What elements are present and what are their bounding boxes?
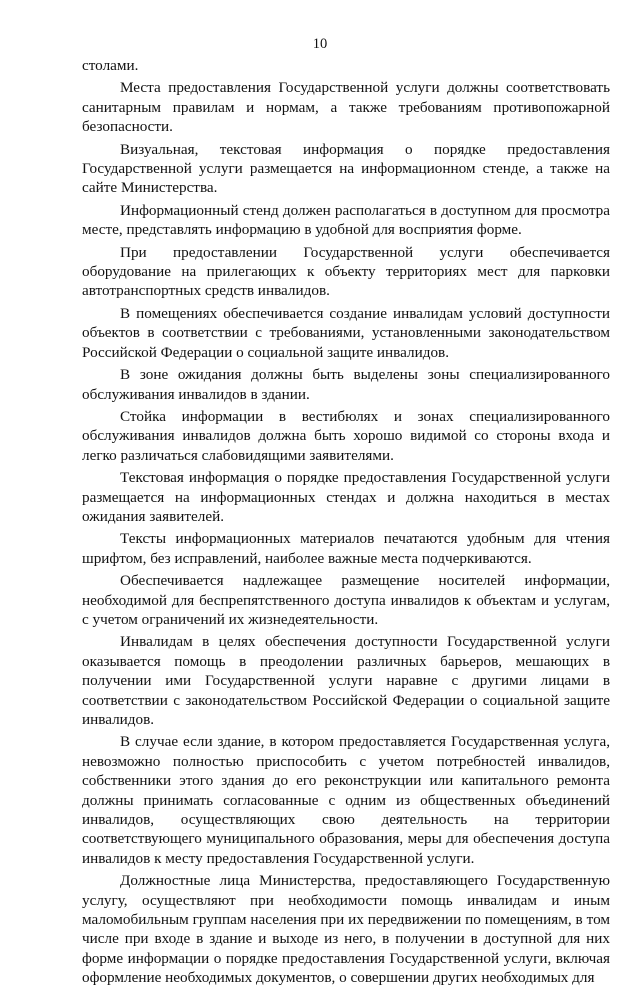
- paragraph: В зоне ожидания должны быть выделены зоны специализированного обслуживания инвалидов в здании.: [82, 366, 610, 403]
- paragraph: Текстовая информация о порядке предоставления Государственной услуги размещается на информационных стендах и должна находиться в местах ожидания заявителей.: [82, 469, 610, 525]
- paragraph: Визуальная, текстовая информация о порядке предоставления Государственной услуги размещается на информационном стенде, а также на сайте Министерства.: [82, 140, 610, 197]
- paragraph: Обеспечивается надлежащее размещение носителей информации, необходимой для беспрепятственного доступа инвалидов к объектам и услугам, с учетом ограничений их жизнедеятельности.: [82, 572, 610, 628]
- paragraph: В помещениях обеспечивается создание инвалидам условий доступности объектов в соответствии с требованиями, установленными законодательством Российской Федерации о социальной защите инвалидов.: [82, 304, 610, 361]
- paragraph: При предоставлении Государственной услуги обеспечивается оборудование на прилегающих к объекту территориях мест для парковки автотранспортных средств инвалидов.: [82, 243, 610, 300]
- page-number: 10: [312, 36, 328, 52]
- paragraph: столами.: [82, 57, 139, 74]
- paragraph: Информационный стенд должен располагаться в доступном для просмотра месте, представлять информацию в удобной для восприятия форме.: [82, 201, 610, 239]
- paragraph: Должностные лица Министерства, предоставляющего Государственную услугу, осуществляют при необходимости помощь инвалидам и иным маломобильным группам населения при их передвижении по помещениям, в том числе при входе в здание и выходе из него, в получении в доступной для них форме информации о порядке предоставления Государственной услуги, включая оформление необходимых документов, о совершении других необходимых для: [82, 872, 610, 987]
- paragraph: Инвалидам в целях обеспечения доступности Государственной услуги оказывается помощь в преодолении различных барьеров, мешающих в получении ими Государственной услуги наравне с другими лицами в соответствии с законодательством Российской Федерации о социальной защите инвалидов.: [82, 633, 610, 728]
- paragraph: Тексты информационных материалов печатаются удобным для чтения шрифтом, без исправлений, наиболее важные места подчеркиваются.: [82, 530, 610, 567]
- paragraph: В случае если здание, в котором предоставляется Государственная услуга, невозможно полностью приспособить с учетом потребностей инвалидов, собственники этого здания до его реконструкции или капитального ремонта должны принимать согласованные с одним из общественных объединений инвалидов, осуществляющих свою деятельность на территории соответствующего муниципального образования, меры для обеспечения доступа инвалидов к месту предоставления Государственной услуги.: [82, 733, 610, 867]
- paragraph: Места предоставления Государственной услуги должны соответствовать санитарным правилам и нормам, а также требованиям противопожарной безопасности.: [82, 79, 610, 136]
- paragraph: Стойка информации в вестибюлях и зонах специализированного обслуживания инвалидов должна быть хорошо видимой со стороны входа и легко различаться слабовидящими заявителями.: [82, 407, 610, 464]
- document-body: [82, 56, 610, 991]
